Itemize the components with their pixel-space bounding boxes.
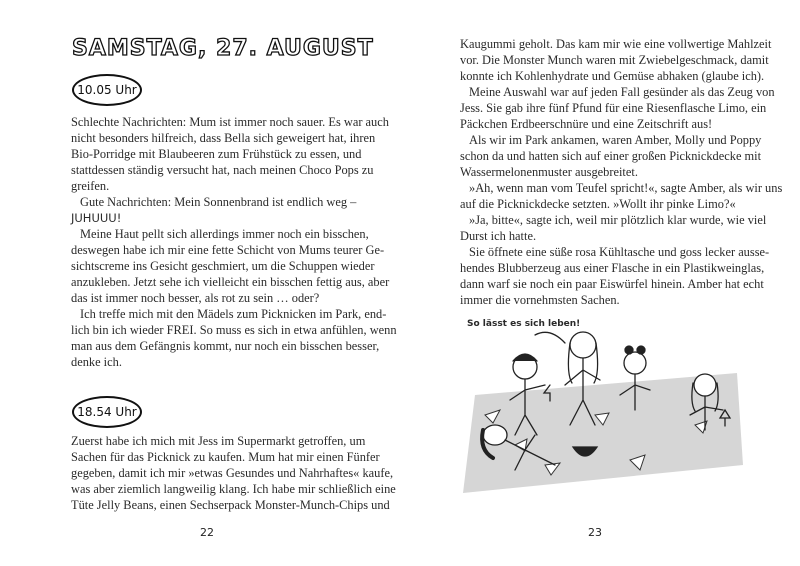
time-label: 18.54 Uhr [77, 405, 137, 419]
text-line: das ist immer noch besser, als rot zu sein … oder? [71, 291, 320, 305]
text-line: »Ja, bitte«, sagte ich, weil mir plötzlich klar wurde, wie viel [469, 213, 767, 227]
text-line: Meine Auswahl war auf jeden Fall gesünder als das Zeug von [469, 85, 775, 99]
page-number: 23 [588, 526, 602, 539]
text-line: immer die vornehmsten Sachen. [460, 293, 620, 307]
diary-entry-text [71, 114, 397, 370]
text-line: Meine Haut pellt sich allerdings immer noch ein bisschen, [80, 227, 369, 241]
page-number: 22 [200, 526, 214, 539]
diary-entry-text [460, 36, 783, 308]
text-line: was aber ziemlich langweilig klang. Ich habe mir schließlich eine [71, 482, 396, 496]
text-line: man aus dem Gefängnis kommt, nur noch ein bisschen besser, [71, 339, 380, 353]
time-bubble [72, 396, 142, 428]
text-line: gegeben, damit ich mir »etwas Gesundes und Nahrhaftes« kaufe, [71, 466, 394, 480]
text-line: Als wir im Park ankamen, waren Amber, Molly und Poppy [469, 133, 762, 147]
diary-entry-text [71, 433, 396, 513]
text-line: Bio-Porridge mit Blaubeeren zum Frühstück zu essen, und [71, 147, 362, 161]
arrow [535, 332, 565, 343]
text-line: denke ich. [71, 355, 122, 369]
text-line: lich bin ich wieder FREI. So muss es sich in etwa anfühlen, wenn [71, 323, 397, 337]
picnic-drawing [455, 315, 745, 505]
illustration-caption: So lässt es sich leben! [467, 319, 581, 329]
text-line: Kaugummi geholt. Das kam mir wie eine vollwertige Mahlzeit [460, 37, 772, 51]
chapter-title: SAMSTAG, 27. AUGUST [72, 36, 374, 61]
text-line: »Ah, wenn man vom Teufel spricht!«, sagte Amber, als wir uns [469, 181, 783, 195]
text-line: Schlechte Nachrichten: Mum ist immer noch sauer. Es war auch [71, 115, 389, 129]
text-line: Sachen für das Picknick zu kaufen. Mum hat mir einen Fünfer [71, 450, 380, 464]
text-line: Päckchen Erdbeerschnüre und eine Zeitschrift aus! [460, 117, 713, 131]
text-line: Gute Nachrichten: Mein Sonnenbrand ist endlich weg – [80, 195, 357, 209]
text-line: deswegen habe ich mir eine fette Schicht von Mums teurer Ge- [71, 243, 385, 257]
text-line: Wassermelonenmuster ausgebreitet. [460, 165, 638, 179]
text-line: JUHUUU! [71, 211, 122, 225]
text-line: Sie öffnete eine süße rosa Kühltasche und goss lecker ausse- [469, 245, 770, 259]
text-line: anzukleben. Jetzt sehe ich vielleicht ein bisschen fettig aus, aber [71, 275, 390, 289]
text-line: schon da und hatten sich auf einer großen Picknickdecke mit [460, 149, 762, 163]
text-line: vor. Die Monster Munch waren mit Zwiebelgeschmack, damit [460, 53, 769, 67]
text-line: hendes Blubberzeug aus einer Flasche in ein Plastikweinglas, [460, 261, 765, 275]
text-line: stattdessen ständig versucht hat, nach meinen Choco Pops zu [71, 163, 374, 177]
picnic-illustration [455, 315, 745, 505]
text-line: dann warf sie noch ein paar Eiswürfel hinein. Amber hat echt [460, 277, 764, 291]
text-line: Durst ich hatte. [460, 229, 537, 243]
text-line: Jess. Sie gab ihre fünf Pfund für eine Riesenflasche Limo, ein [460, 101, 767, 115]
text-line: Tüte Jelly Beans, einen Sechserpack Monster-Munch-Chips und [71, 498, 390, 512]
text-line: nicht besonders hilfreich, dass Bella sich geweigert hat, ihren [71, 131, 376, 145]
time-label: 10.05 Uhr [77, 83, 137, 97]
text-line: Zuerst habe ich mich mit Jess im Supermarkt getroffen, um [71, 434, 366, 448]
time-bubble [72, 74, 142, 106]
text-line: greifen. [71, 179, 110, 193]
text-line: sichtscreme ins Gesicht geschmiert, um die Schuppen wieder [71, 259, 375, 273]
text-line: auf die Picknickdecke setzten. »Wollt ihr pinke Limo?« [460, 197, 736, 211]
text-line: konnte ich Kohlenhydrate und Gemüse abhaken (glaube ich). [460, 69, 765, 83]
text-line: Ich treffe mich mit den Mädels zum Picknicken im Park, end- [80, 307, 387, 321]
